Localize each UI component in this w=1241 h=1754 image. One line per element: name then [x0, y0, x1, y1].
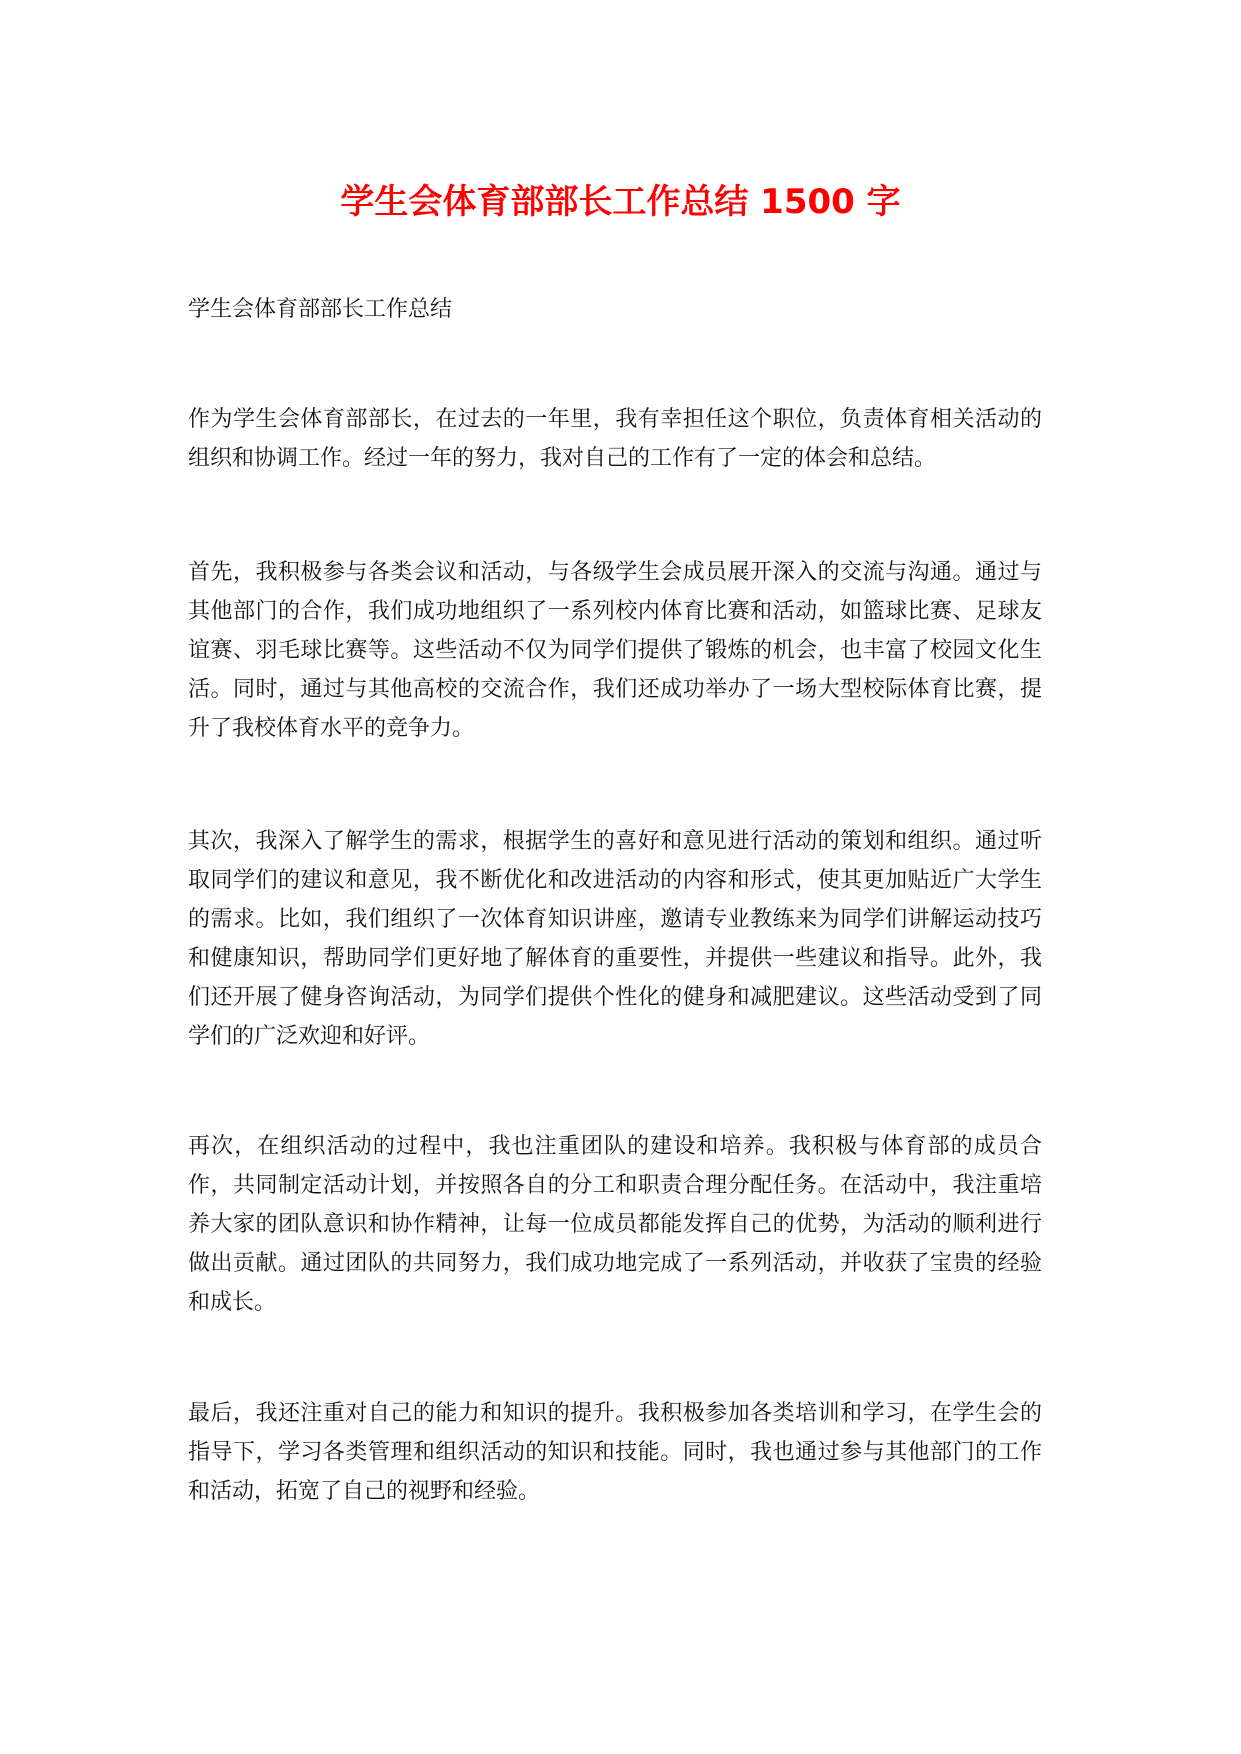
paragraph-3: 其次，我深入了解学生的需求，根据学生的喜好和意见进行活动的策划和组织。通过听取同学们的建议和意见，我不断优化和改进活动的内容和形式，使其更加贴近广大学生的需求。比如，我们组织了一次体育知识讲座，邀请专业教练来为同学们讲解运动技巧和健康知识，帮助同学们更好地了解体育的重要性，并提供一些建议和指导。此外，我们还开展了健身咨询活动，为同学们提供个性化的健身和减肥建议。这些活动受到了同学们的广泛欢迎和好评。: [188, 829, 1042, 1049]
document-subtitle: 学生会体育部部长工作总结: [188, 297, 453, 322]
paragraph-1: 作为学生会体育部部长，在过去的一年里，我有幸担任这个职位，负责体育相关活动的组织和协调工作。经过一年的努力，我对自己的工作有了一定的体会和总结。: [188, 407, 1042, 471]
paragraph-4: 再次，在组织活动的过程中，我也注重团队的建设和培养。我积极与体育部的成员合作，共同制定活动计划，并按照各自的分工和职责合理分配任务。在活动中，我注重培养大家的团队意识和协作精神，让每一位成员都能发挥自己的优势，为活动的顺利进行做出贡献。通过团队的共同努力，我们成功地完成了一系列活动，并收获了宝贵的经验和成长。: [188, 1134, 1042, 1315]
paragraph-2: 首先，我积极参与各类会议和活动，与各级学生会成员展开深入的交流与沟通。通过与其他部门的合作，我们成功地组织了一系列校内体育比赛和活动，如篮球比赛、足球友谊赛、羽毛球比赛等。这些活动不仅为同学们提供了锻炼的机会，也丰富了校园文化生活。同时，通过与其他高校的交流合作，我们还成功举办了一场大型校际体育比赛，提升了我校体育水平的竞争力。: [188, 560, 1042, 741]
paragraph-5: 最后，我还注重对自己的能力和知识的提升。我积极参加各类培训和学习，在学生会的指导下，学习各类管理和组织活动的知识和技能。同时，我也通过参与其他部门的工作和活动，拓宽了自己的视野和经验。: [188, 1401, 1042, 1504]
document-title: 学生会体育部部长工作总结 1500 字: [340, 182, 901, 222]
